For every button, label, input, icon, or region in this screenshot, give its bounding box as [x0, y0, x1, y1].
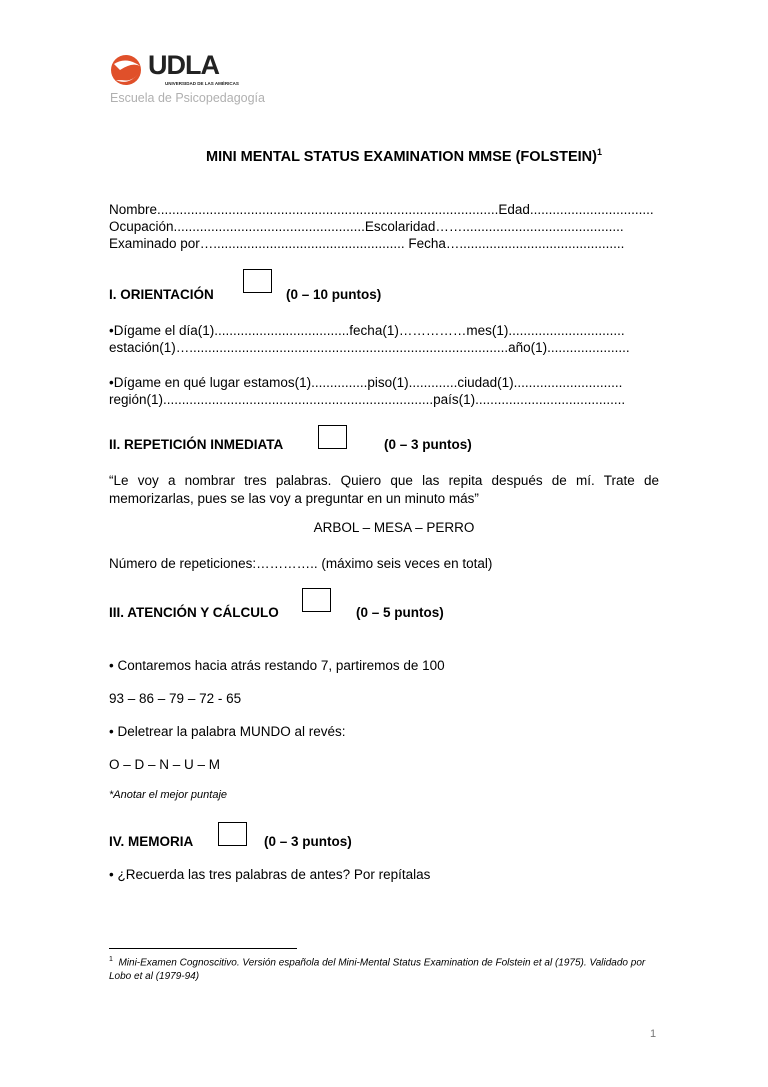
- section1-title: I. ORIENTACIÓN: [109, 287, 214, 302]
- footnote-text: Mini-Examen Cognoscitivo. Versión española del Mini-Mental Status Examination de Folstein et al (1975). Validado por Lobo et al (1979-94): [109, 957, 646, 983]
- section4-item1: • ¿Recuerda las tres palabras de antes? Por repítalas: [109, 867, 431, 882]
- section3-item1: • Contaremos hacia atrás restando 7, partiremos de 100: [109, 658, 445, 673]
- footnote-mark: 1: [109, 956, 113, 963]
- page-number: 1: [650, 1028, 657, 1040]
- section4-points: (0 – 3 puntos): [264, 834, 352, 849]
- footnote: [109, 953, 661, 984]
- udla-logo: [108, 52, 268, 92]
- school-name: Escuela de Psicopedagogía: [110, 91, 265, 105]
- section2-instruction: “Le voy a nombrar tres palabras. Quiero que las repita después de mí. Trate de memorizarlas, pues se las voy a preguntar en un minuto más”: [109, 473, 659, 506]
- section3-note: *Anotar el mejor puntaje: [109, 789, 228, 801]
- section3-points: (0 – 5 puntos): [356, 605, 444, 620]
- section1-line4: región(1)........................................................................país(1)........................................: [109, 392, 626, 407]
- page-title: [0, 147, 768, 165]
- section3-score-box[interactable]: [302, 588, 331, 612]
- section1-line3: •Dígame en qué lugar estamos(1)...............piso(1).............ciudad(1).............................: [109, 375, 623, 390]
- section2-repetitions: Número de repeticiones:………….. (máximo seis veces en total): [109, 556, 493, 571]
- title-text: MINI MENTAL STATUS EXAMINATION MMSE (FOLSTEIN): [206, 148, 597, 165]
- field-occupation-schooling: Ocupación...................................................Escolaridad……...........................................: [109, 219, 624, 234]
- section2-points: (0 – 3 puntos): [384, 437, 472, 452]
- field-examiner-date: Examinado por…................................................... Fecha…............................................: [109, 236, 625, 251]
- section3-sequence: 93 – 86 – 79 – 72 - 65: [109, 691, 242, 706]
- footnote-divider: [109, 948, 297, 949]
- section1-line1: •Dígame el día(1)....................................fecha(1)……………mes(1)...............................: [109, 323, 625, 338]
- section4-title: IV. MEMORIA: [109, 834, 194, 849]
- title-footnote-mark: 1: [596, 147, 602, 157]
- logo-subtext: UNIVERSIDAD DE LAS AMÉRICAS: [165, 81, 239, 86]
- section1-points: (0 – 10 puntos): [286, 287, 382, 302]
- section1-line2: estación(1)….....................................................................................año(1)......................: [109, 340, 630, 355]
- section3-title: III. ATENCIÓN Y CÁLCULO: [109, 605, 279, 620]
- section3-letters: O – D – N – U – M: [109, 757, 221, 772]
- section4-score-box[interactable]: [218, 822, 247, 846]
- section3-item2: • Deletrear la palabra MUNDO al revés:: [109, 724, 346, 739]
- section1-score-box[interactable]: [243, 269, 272, 293]
- section2-words: ARBOL – MESA – PERRO: [313, 520, 475, 535]
- field-name-age: Nombre...........................................................................................Edad.................................: [109, 202, 654, 217]
- section2-score-box[interactable]: [318, 425, 347, 449]
- section2-title: II. REPETICIÓN INMEDIATA: [109, 437, 284, 452]
- logo-text: UDLA: [148, 50, 219, 80]
